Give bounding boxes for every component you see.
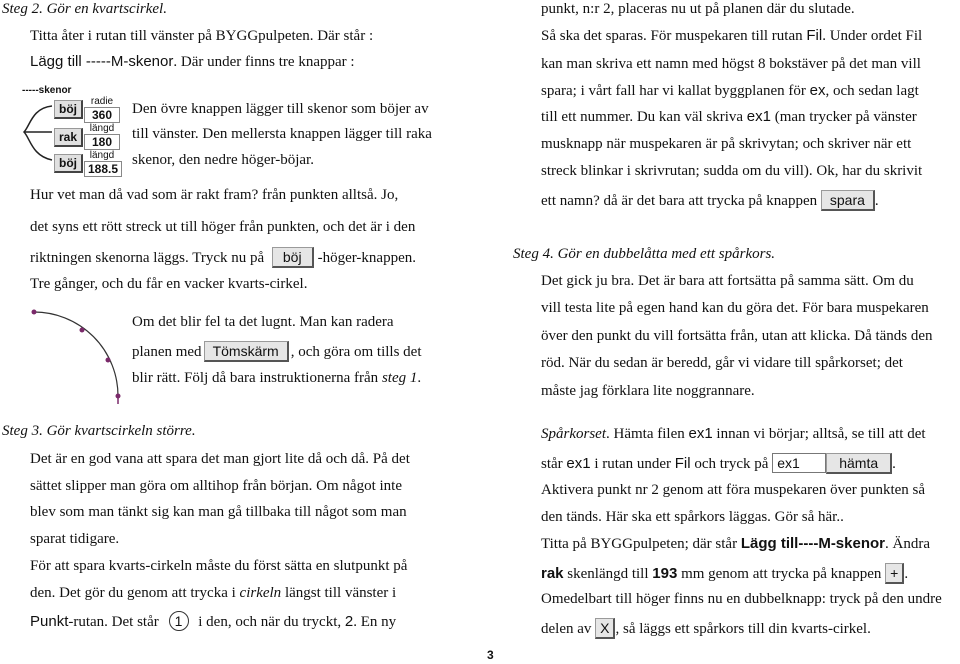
text: , och göra om tills det — [290, 344, 422, 360]
para-line — [541, 618, 871, 639]
para-line — [541, 82, 919, 100]
text: -höger-knappen. — [317, 250, 416, 266]
radie-value[interactable]: 360 — [84, 107, 120, 123]
text: . — [417, 370, 422, 386]
text: Titta på BYGGpulpeten; där står — [541, 536, 741, 552]
para-line: Det är en god vana att spara det man gjort lite då och då. På det — [30, 451, 410, 467]
skenor-panel — [22, 86, 122, 174]
bracket-graphic — [22, 86, 54, 174]
step3-title: Steg 3. Gör kvartscirkeln större. — [2, 423, 196, 439]
para-line — [541, 563, 908, 584]
text: i rutan under — [590, 456, 675, 472]
text: står — [541, 456, 567, 472]
text: . — [874, 193, 879, 209]
text: till ett nummer. Du kan väl skriva — [541, 109, 747, 125]
langd-value[interactable]: 180 — [84, 134, 120, 150]
text: innan vi börjar; alltså, se till att det — [712, 426, 926, 442]
italic-text: Spårkorset — [541, 426, 606, 442]
bold-label: Fil — [674, 455, 691, 472]
bold-label: Lägg till----M-skenor — [740, 535, 885, 552]
text: och tryck på — [690, 456, 773, 472]
para-line — [132, 341, 422, 362]
quarter-circle-figure — [28, 306, 128, 406]
para-line — [132, 369, 421, 387]
bold-label: Punkt — [30, 613, 69, 630]
text: Så ska det sparas. För muspekaren till rutan — [541, 28, 807, 44]
para-line: Den övre knappen lägger till skenor som böjer av — [132, 101, 429, 117]
text: (man trycker på vänster — [770, 109, 917, 125]
langd-label: längd — [89, 150, 115, 161]
code-text: ex — [809, 82, 826, 99]
para-line: Titta åter i rutan till vänster på BYGGpulpeten. Där står : — [30, 28, 374, 44]
plus-button[interactable]: + — [885, 563, 904, 584]
text: . Under ordet Fil — [822, 28, 923, 44]
text: spara; i vårt fall har vi kallat byggplanen för — [541, 83, 810, 99]
para-line — [541, 190, 879, 211]
boj-left-button[interactable]: böj — [54, 100, 83, 119]
para-line: det syns ett rött streck ut till höger från punkten, och det är i den — [30, 219, 416, 235]
para-line — [541, 425, 926, 443]
para-line: Det gick ju bra. Det är bara att fortsätta på samma sätt. Om du — [541, 273, 914, 289]
para-line: punkt, n:r 2, placeras nu ut på planen där du slutade. — [541, 1, 855, 17]
para-line: sättet slipper man göra om alltihop från början. Om något inte — [30, 478, 402, 494]
bold-label: Fil — [806, 27, 823, 44]
para-line: Tre gånger, och du får en vacker kvarts-cirkel. — [30, 276, 308, 292]
para-line — [541, 535, 930, 553]
boj-right-button[interactable]: böj — [54, 154, 83, 173]
text: . — [892, 456, 896, 472]
para-line — [30, 584, 396, 602]
rak-button[interactable]: rak — [54, 128, 83, 147]
text: ett namn? då är det bara att trycka på knappen — [541, 193, 821, 209]
x-button[interactable]: X — [595, 618, 615, 639]
spara-button[interactable]: spara — [821, 190, 875, 211]
hamta-button[interactable]: hämta — [826, 453, 892, 474]
text: delen av — [541, 621, 596, 637]
para-line: måste jag förklara lite noggrannare. — [541, 383, 755, 399]
langd-value[interactable]: 188.5 — [84, 161, 122, 177]
text: skenlängd till — [563, 566, 653, 582]
text: . Ändra — [885, 536, 930, 552]
text: . En ny — [353, 614, 397, 630]
para-line — [541, 453, 896, 474]
para-line: musknapp när muspekaren är på skrivytan; och skriver när ett — [541, 136, 912, 152]
text: , och sedan lagt — [825, 83, 919, 99]
step4-title: Steg 4. Gör en dubbelåtta med ett spårkors. — [513, 246, 776, 262]
para-line: vill testa lite på egen hand kan du göra det. För bara muspekaren — [541, 300, 929, 316]
para-line — [30, 53, 355, 71]
panel-title: -----skenor — [22, 85, 72, 96]
text: . Hämta filen — [606, 426, 689, 442]
text: mm genom att trycka på knappen — [677, 566, 886, 582]
para-line: över den punkt du vill fortsätta från, utan att klicka. Då tänds den — [541, 328, 933, 344]
para-line: till vänster. Den mellersta knappen lägger till raka — [132, 126, 432, 142]
para-line: sparat tidigare. — [30, 531, 120, 547]
text: i den, och när du tryckt, — [194, 614, 345, 630]
para-line: blev som man tänkt sig kan man gå tillbaka till något som man — [30, 504, 407, 520]
text: . Där under finns tre knappar : — [173, 54, 355, 70]
langd-label: längd — [89, 123, 115, 134]
text: blir rätt. Följ då bara instruktionerna från — [132, 370, 382, 386]
code-text: ex1 — [566, 455, 591, 472]
bold-label: 2 — [344, 613, 354, 630]
para-line: För att spara kvarts-cirkeln måste du först sätta en slutpunkt på — [30, 558, 408, 574]
para-line — [541, 27, 922, 45]
code-text: ex1 — [746, 108, 771, 125]
point-circle-button[interactable]: 1 — [169, 611, 189, 631]
radie-label: radie — [90, 96, 114, 107]
para-line: Om det blir fel ta det lugnt. Man kan radera — [132, 314, 394, 330]
page-number: 3 — [487, 648, 494, 662]
para-line — [30, 611, 396, 631]
code-text: ex1 — [688, 425, 713, 442]
italic-text: cirkeln — [239, 585, 282, 601]
text: längst till vänster i — [281, 585, 397, 601]
boj-button-inline[interactable]: böj — [272, 247, 314, 268]
para-line: kan man skriva ett namn med högst 8 bokstäver på det man vill — [541, 56, 921, 72]
para-line: röd. När du sedan är beredd, går vi vidare till spårkorset; det — [541, 355, 903, 371]
bold-label: rak — [541, 565, 564, 582]
step2-title: Steg 2. Gör en kvartscirkel. — [2, 1, 167, 17]
para-line: den tänds. Här ska ett spårkors läggas. Gör så här.. — [541, 509, 844, 525]
filename-field[interactable]: ex1 — [772, 453, 826, 473]
text: planen med — [132, 344, 202, 360]
para-line: streck blinkar i skrivrutan; sudda om du vill). Ok, har du skrivit — [541, 163, 923, 179]
text: -rutan. Det står — [68, 614, 163, 630]
bold-label: 193 — [652, 565, 678, 582]
tomskarm-button[interactable]: Tömskärm — [204, 341, 289, 362]
para-line — [30, 247, 416, 268]
text: riktningen skenorna läggs. Tryck nu på — [30, 250, 265, 266]
para-line: skenor, den nedre höger-böjar. — [132, 152, 314, 168]
bold-label: Lägg till -----M-skenor — [30, 53, 174, 70]
text: . — [904, 566, 909, 582]
text: den. Det gör du genom att trycka i — [30, 585, 240, 601]
para-line: Omedelbart till höger finns nu en dubbelknapp: tryck på den undre — [541, 591, 942, 607]
italic-text: steg 1 — [381, 370, 418, 386]
text: , så läggs ett spårkors till din kvarts-cirkel. — [615, 621, 871, 637]
para-line: Aktivera punkt nr 2 genom att föra muspekaren över punkten så — [541, 482, 926, 498]
para-line — [541, 108, 917, 126]
para-line: Hur vet man då vad som är rakt fram? från punkten alltså. Jo, — [30, 187, 399, 203]
